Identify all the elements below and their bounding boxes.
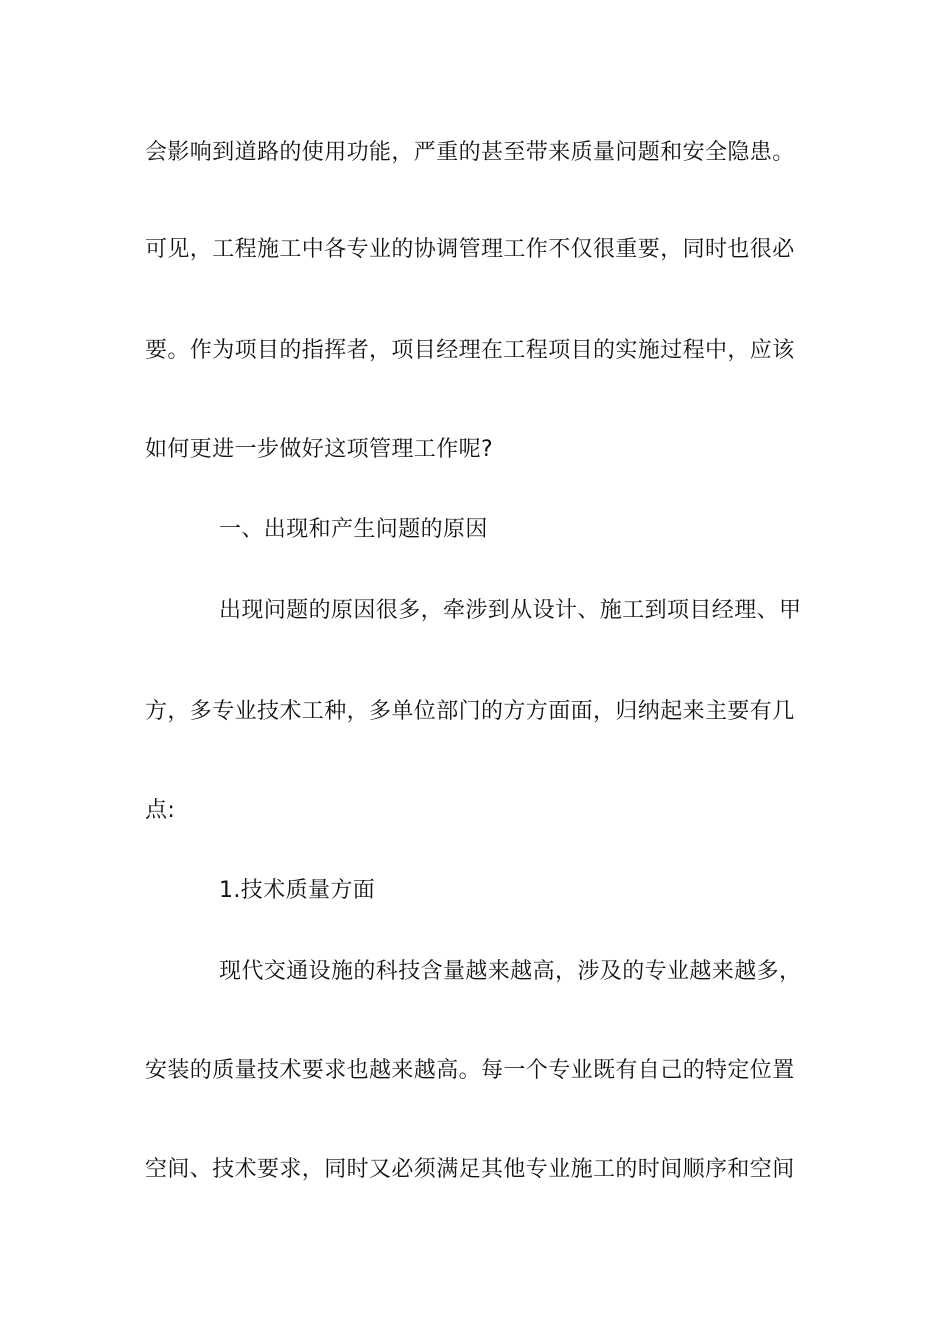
body-text-line: 出现问题的原因很多，牵涉到从设计、施工到项目经理、甲 [219,598,802,623]
body-text-line: 点: [145,798,176,823]
body-text-line: 空间、技术要求，同时又必须满足其他专业施工的时间顺序和空间 [145,1157,795,1182]
body-text-line: 要。作为项目的指挥者，项目经理在工程项目的实施过程中，应该 [145,338,795,363]
body-text-line: 方，多专业技术工种，多单位部门的方方面面，归纳起来主要有几 [145,699,795,724]
subsection-heading: 1.技术质量方面 [219,878,376,903]
body-text-line: 安装的质量技术要求也越来越高。每一个专业既有自己的特定位置 [145,1058,795,1083]
section-heading: 一、出现和产生问题的原因 [219,517,488,542]
body-text-line: 会影响到道路的使用功能，严重的甚至带来质量问题和安全隐患。 [145,140,795,165]
body-text-line: 可见，工程施工中各专业的协调管理工作不仅很重要，同时也很必 [145,237,795,262]
body-text-line: 现代交通设施的科技含量越来越高，涉及的专业越来越多， [219,959,802,984]
body-text-line: 如何更进一步做好这项管理工作呢? [145,437,494,462]
